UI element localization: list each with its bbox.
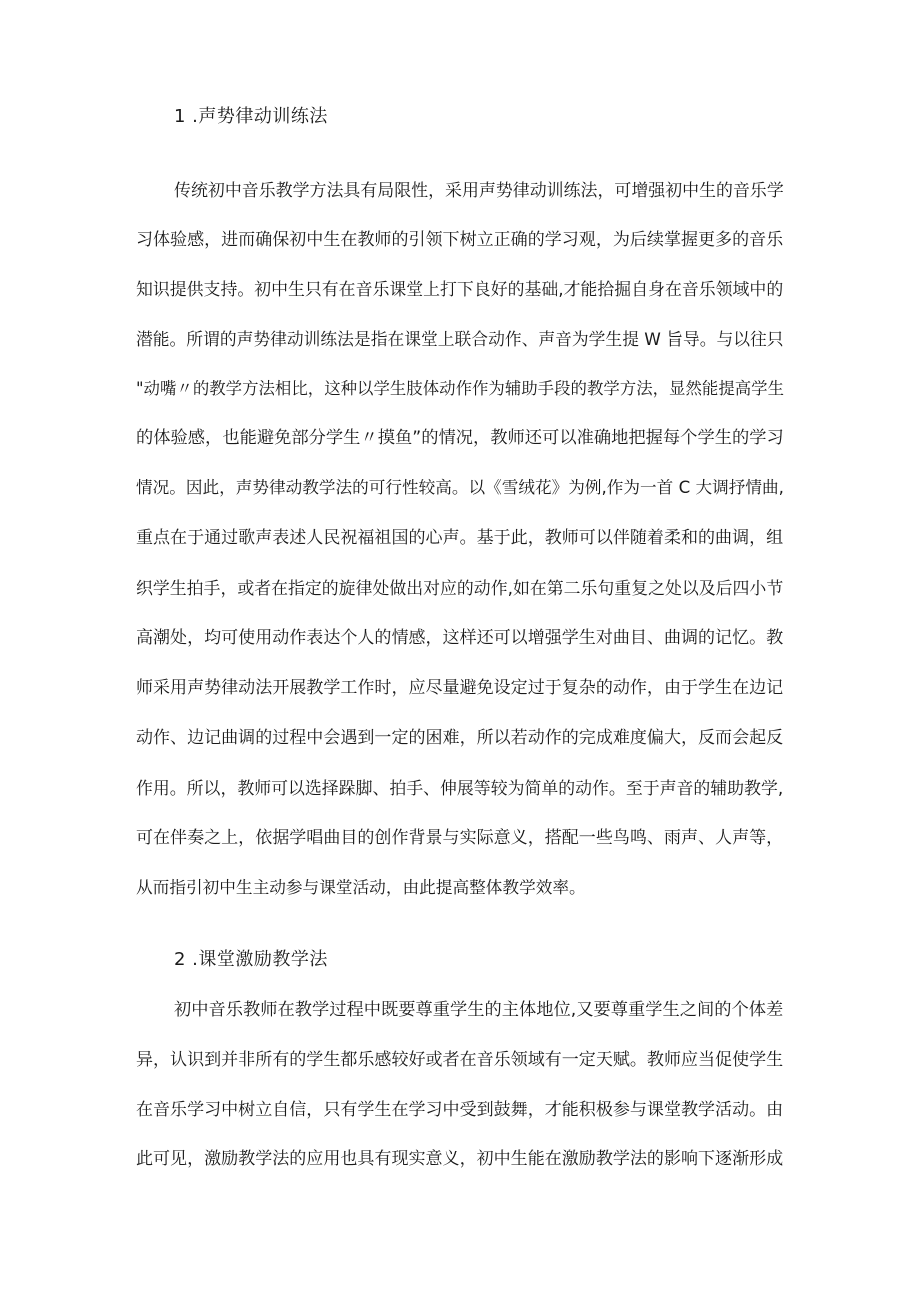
paragraph-line: 可在伴奏之上，依据学唱曲目的创作背景与实际意义，搭配一些鸟鸣、雨声、人声等， — [136, 828, 784, 848]
paragraph-line: 的体验感，也能避免部分学生〃摸鱼”的情况，教师还可以准确地把握每个学生的学习 — [136, 428, 784, 448]
paragraph-line: 在音乐学习中树立自信，只有学生在学习中受到鼓舞，才能积极参与课堂教学活动。由 — [136, 1100, 784, 1120]
paragraph-line: 潜能。所谓的声势律动训练法是指在课堂上联合动作、声音为学生提 W 旨导。与以往只 — [136, 329, 784, 349]
paragraph-line: 高潮处，均可使用动作表达个人的情感，这样还可以增强学生对曲目、曲调的记忆。教 — [136, 628, 784, 648]
paragraph-line: 初中音乐教师在教学过程中既要尊重学生的主体地位,又要尊重学生之间的个体差 — [174, 1000, 784, 1020]
section-2-heading: 2 .课堂激励教学法 — [174, 949, 328, 970]
paragraph-line: 动作、边记曲调的过程中会遇到一定的困难，所以若动作的完成难度偏大，反而会起反 — [136, 728, 784, 748]
paragraph-line: 异，认识到并非所有的学生都乐感较好或者在音乐领域有一定天赋。教师应当促使学生 — [136, 1050, 784, 1070]
paragraph-line: 此可见，激励教学法的应用也具有现实意义，初中生能在激励教学法的影响下逐渐形成 — [136, 1149, 784, 1169]
section-1-heading: 1 .声势律动训练法 — [174, 106, 328, 127]
paragraph-line: 情况。因此，声势律动教学法的可行性较高。以《雪绒花》为例,作为一首 C 大调抒情曲, — [136, 478, 784, 497]
paragraph-line: 知识提供支持。初中生只有在音乐课堂上打下良好的基础,才能拾掘自身在音乐领域中的 — [136, 279, 784, 299]
paragraph-line: 作用。所以，教师可以选择跺脚、拍手、伸展等较为简单的动作。至于声音的辅助教学, — [136, 778, 784, 798]
paragraph-line: 织学生拍手，或者在指定的旋律处做出对应的动作,如在第二乐句重复之处以及后四小节 — [136, 578, 784, 598]
paragraph-line: "动嘴〃的教学方法相比，这种以学生肢体动作作为辅助手段的教学方法，显然能提高学生 — [136, 379, 785, 398]
paragraph-line: 传统初中音乐教学方法具有局限性，采用声势律动训练法，可增强初中生的音乐学 — [174, 180, 784, 200]
paragraph-line: 习体验感，进而确保初中生在教师的引领下树立正确的学习观，为后续掌握更多的音乐 — [136, 230, 784, 250]
paragraph-line: 师采用声势律动法开展教学工作时，应尽量避免设定过于复杂的动作，由于学生在边记 — [136, 678, 784, 698]
paragraph-line: 重点在于通过歌声表述人民祝福祖国的心声。基于此，教师可以伴随着柔和的曲调，组 — [136, 528, 784, 548]
paragraph-line: 从而指引初中生主动参与课堂活动，由此提高整体教学效率。 — [136, 878, 586, 897]
